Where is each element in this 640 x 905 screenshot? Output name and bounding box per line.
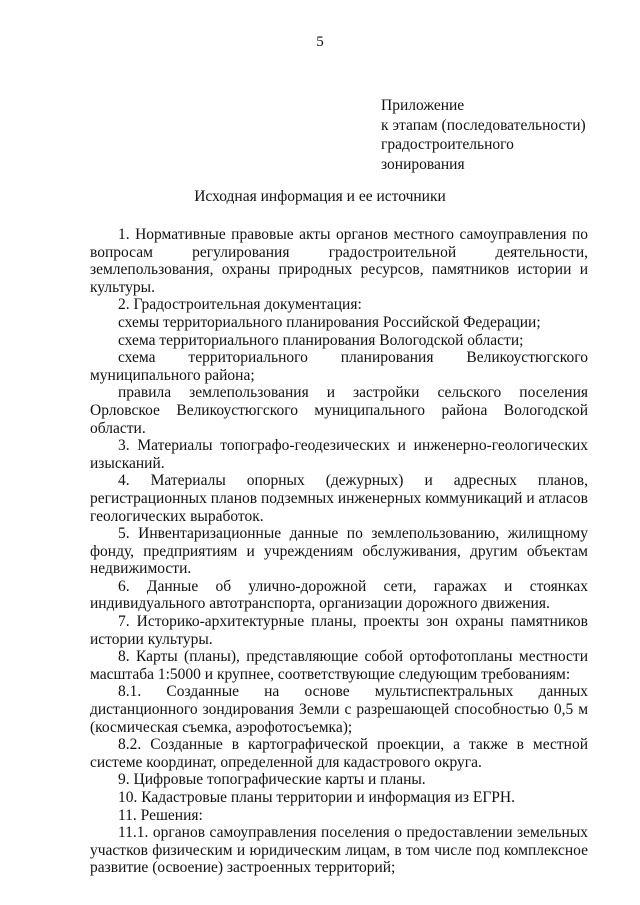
paragraph: 4. Материалы опорных (дежурных) и адресных планов, регистрационных планов подземных инженерных коммуникаций и атласов геологических выработок. (90, 472, 588, 525)
paragraph: 8.1. Созданные на основе мультиспектральных данных дистанционного зондирования Земли с разрешающей способностью 0,5 м (космическая съемка, аэрофотосъемка); (90, 683, 588, 736)
paragraph: 6. Данные об улично-дорожной сети, гаражах и стоянках индивидуального автотранспорта, организации дорожного движения. (90, 577, 588, 613)
paragraph: 5. Инвентаризационные данные по землепользованию, жилищному фонду, предприятиям и учреждениям обслуживания, другим объектам недвижимости. (90, 525, 588, 578)
appendix-line: Приложение (381, 97, 465, 114)
paragraph: 1. Нормативные правовые акты органов местного самоуправления по вопросам регулирования градостроительной деятельности, землепользования, охраны природных ресурсов, памятников истории и культуры. (90, 226, 588, 296)
document-heading: Исходная информация и ее источники (194, 188, 446, 205)
appendix-line: к этапам (последовательности) (381, 116, 586, 134)
paragraph: 7. Историко-архитектурные планы, проекты зон охраны памятников истории культуры. (90, 613, 588, 648)
paragraph: 10. Кадастровые планы территории и информация из ЕГРН. (118, 789, 515, 806)
appendix-line: градостроительного (381, 136, 514, 153)
paragraph: 3. Материалы топографо-геодезических и инженерно-геологических изысканий. (90, 437, 588, 472)
appendix-note (381, 96, 621, 174)
paragraph: 2. Градостроительная документация: (118, 296, 362, 314)
page-number: 5 (316, 34, 324, 50)
paragraph: 8.2. Созданные в картографической проекции, а также в местной системе координат, определенной для кадастрового округа. (90, 736, 588, 771)
paragraph: схемы территориального планирования Российской Федерации; (118, 313, 541, 331)
paragraph: 11.1. органов самоуправления поселения о предоставлении земельных участков физическим и юридическим лицам, в том числе под комплексное развитие (освоение) застроенных территорий; (90, 824, 588, 877)
paragraph: схема территориального планирования Великоустюгского муниципального района; (90, 349, 588, 384)
paragraph: 8. Карты (планы), представляющие собой ортофотопланы местности масштаба 1:5000 и крупнее, соответствующие следующим требованиям: (90, 648, 588, 683)
paragraph: правила землепользования и застройки сельского поселения Орловское Великоустюгского муниципального района Вологодской области. (90, 384, 588, 437)
appendix-line: зонирования (381, 155, 465, 173)
paragraph: 9. Цифровые топографические карты и планы. (118, 771, 426, 789)
paragraph: схема территориального планирования Вологодской области; (118, 331, 524, 349)
paragraph: 11. Решения: (118, 806, 203, 824)
document-body (90, 226, 588, 877)
